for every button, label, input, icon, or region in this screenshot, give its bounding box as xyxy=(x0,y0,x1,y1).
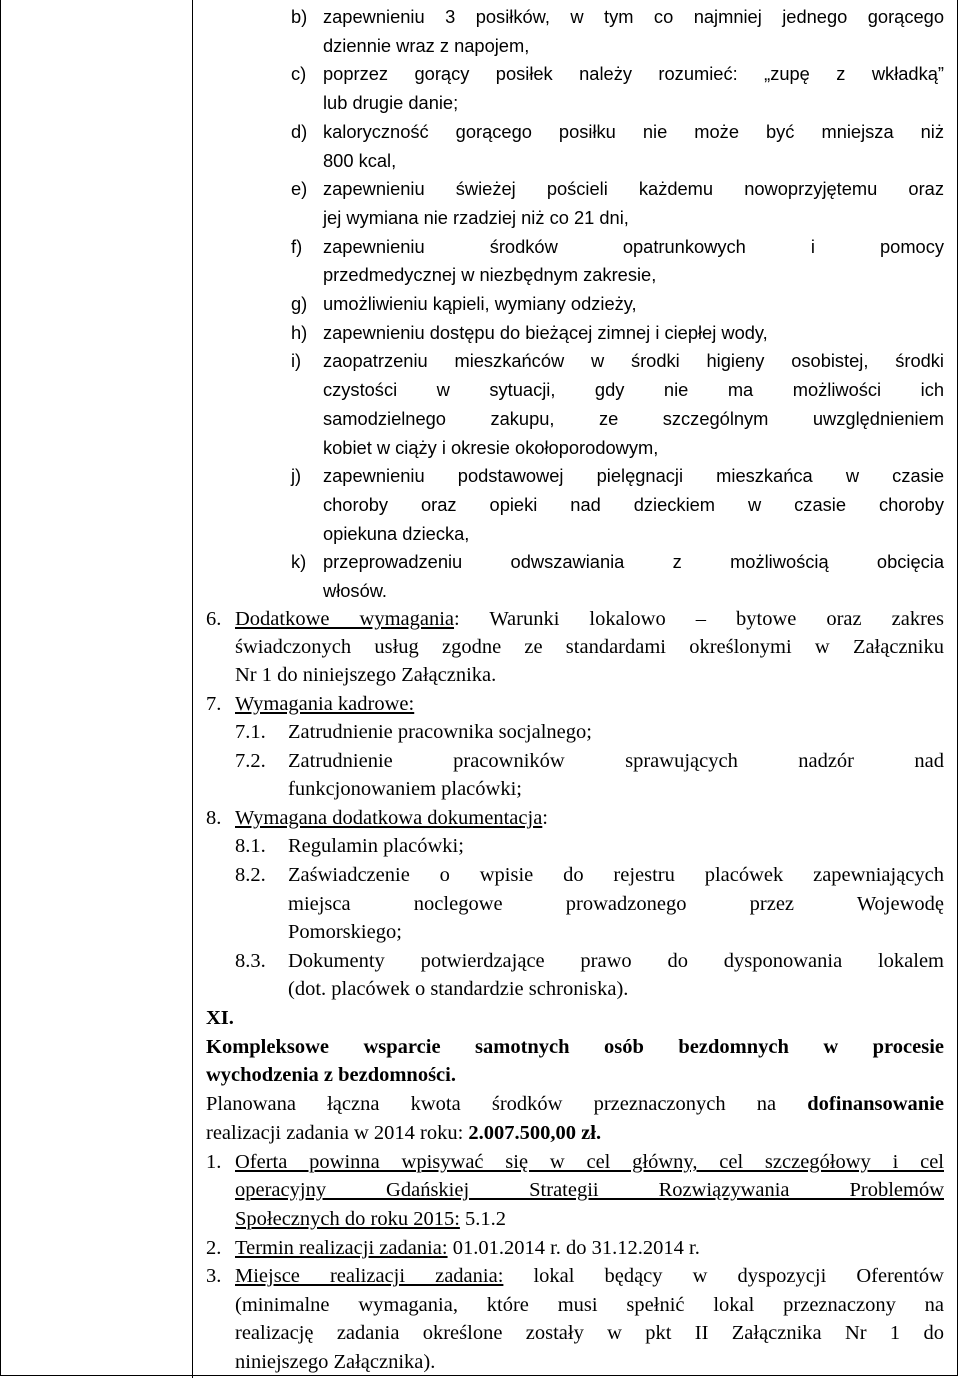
list-item-text: włosów. xyxy=(323,580,388,601)
s6-line1 xyxy=(235,605,944,633)
s7-item1-num: 7.1. xyxy=(235,721,266,743)
section-xi-title-line2: wychodzenia z bezdomności. xyxy=(206,1064,456,1086)
s6-line3: Nr 1 do niniejszego Załącznika. xyxy=(235,664,497,686)
xi-item3-underlined: Miejsce realizacji zadania: xyxy=(235,1265,504,1287)
list-item-text: zaopatrzeniu mieszkańców w środki higieny osobistej, środki xyxy=(323,350,944,372)
s8-item2-line2: miejsca noclegowe prowadzonego przez Wojewodę xyxy=(288,893,944,915)
xi-item3-num: 3. xyxy=(206,1265,222,1287)
xi-item1-line1: Oferta powinna wpisywać się w cel główny, cel szczegółowy i cel xyxy=(235,1151,944,1173)
xi-item2-line xyxy=(235,1234,700,1262)
list-item-text: przeprowadzeniu odwszawiania z możliwością obcięcia xyxy=(323,551,944,573)
xi-item1-num: 1. xyxy=(206,1151,222,1173)
xi-funding-text2: realizacji zadania w 2014 roku: xyxy=(206,1122,469,1144)
xi-item1-underlined: Społecznych do roku 2015: xyxy=(235,1208,460,1230)
xi-item3-line2: (minimalne wymagania, które musi spełnić lokal przeznaczony na xyxy=(235,1294,944,1316)
list-item-label: k) xyxy=(291,551,307,573)
s6-num: 6. xyxy=(206,608,222,630)
list-item-text: kobiet w ciąży i okresie okołoporodowym, xyxy=(323,436,659,458)
list-item-label: i) xyxy=(291,350,302,372)
list-item-text: przedmedycznej w niezbędnym zakresie, xyxy=(323,264,657,286)
xi-item2-num: 2. xyxy=(206,1237,222,1259)
list-item-label: g) xyxy=(291,293,308,314)
list-item-text: 800 kcal, xyxy=(323,149,397,171)
xi-funding-line2 xyxy=(206,1119,601,1147)
list-item-label: e) xyxy=(291,178,308,200)
s7-item2-line1: Zatrudnienie pracowników sprawujących nadzór nad xyxy=(288,750,944,772)
xi-item3-line1 xyxy=(235,1262,944,1290)
list-item-text: zapewnieniu środków opatrunkowych i pomocy xyxy=(323,235,944,257)
list-item-text: czystości w sytuacji, gdy nie ma możliwości ich xyxy=(323,379,944,401)
list-item-text: jej wymiana nie rzadziej niż co 21 dni, xyxy=(323,206,629,228)
list-item-text: samodzielnego zakupu, ze szczególnym uwzględnieniem xyxy=(323,407,944,429)
list-item-text: poprzez gorący posiłek należy rozumieć: „zupę z wkładką” xyxy=(323,63,944,85)
s8-item3-line1: Dokumenty potwierdzające prawo do dysponowania lokalem xyxy=(288,950,944,972)
s7-heading: Wymagania kadrowe: xyxy=(235,693,415,715)
xi-item2-underlined: Termin realizacji zadania: xyxy=(235,1237,448,1259)
list-item-label: d) xyxy=(291,120,308,142)
list-item-label: f) xyxy=(291,235,303,257)
s8-item1-num: 8.1. xyxy=(235,835,266,857)
xi-funding-line1 xyxy=(206,1090,944,1118)
list-item-text: kaloryczność gorącego posiłku nie może być mniejsza niż xyxy=(323,120,944,142)
s6-line1-text: : Warunki lokalowo – bytowe oraz zakres xyxy=(454,608,944,630)
xi-item2-dates: 01.01.2014 r. do 31.12.2014 r. xyxy=(447,1237,700,1259)
s7-item2-num: 7.2. xyxy=(235,750,266,772)
s8-item3-line2: (dot. placówek o standardzie schroniska). xyxy=(288,978,629,1000)
section-xi-title-line1: Kompleksowe wsparcie samotnych osób bezdomnych w procesie xyxy=(206,1036,944,1058)
xi-funding-amount: 2.007.500,00 zł. xyxy=(468,1122,602,1144)
section-xi-number: XI. xyxy=(206,1007,234,1029)
list-item-label: b) xyxy=(291,6,308,27)
xi-item1-line3 xyxy=(235,1205,506,1233)
s8-item2-line3: Pomorskiego; xyxy=(288,921,402,943)
xi-item3-line4: niniejszego Załącznika). xyxy=(235,1351,436,1373)
list-item-text: zapewnieniu świeżej pościeli każdemu nowoprzyjętemu oraz xyxy=(323,178,944,200)
list-item-text: lub drugie danie; xyxy=(323,92,459,114)
list-item-text: opiekuna dziecka, xyxy=(323,522,470,544)
xi-item1-code: 5.1.2 xyxy=(459,1208,507,1230)
xi-funding-text: Planowana łączna kwota środków przeznaczonych na xyxy=(206,1093,808,1115)
list-item-text: choroby oraz opieki nad dzieckiem w czasie choroby xyxy=(323,493,944,515)
s7-item2-line2: funkcjonowaniem placówki; xyxy=(288,778,522,800)
list-item-label: c) xyxy=(291,63,307,85)
s8-item1: Regulamin placówki; xyxy=(288,835,464,857)
s6-heading: Dodatkowe wymagania xyxy=(235,608,455,630)
xi-item3-line3: realizację zadania określone zostały w pkt II Załącznika Nr 1 do xyxy=(235,1322,944,1344)
s8-item2-num: 8.2. xyxy=(235,864,266,886)
list-item-text: zapewnieniu 3 posiłków, w tym co najmniej jednego gorącego xyxy=(323,6,944,27)
list-item-text: zapewnieniu podstawowej pielęgnacji mieszkańca w czasie xyxy=(323,465,944,487)
list-item-text: zapewnieniu dostępu do bieżącej zimnej i ciepłej wody, xyxy=(323,321,768,343)
s6-line2: świadczonych usług zgodne ze standardami określonymi w Załączniku xyxy=(235,636,944,658)
s8-num: 8. xyxy=(206,807,222,829)
s7-num: 7. xyxy=(206,693,222,715)
list-item-label: h) xyxy=(291,321,308,343)
list-item-label: j) xyxy=(291,465,302,487)
xi-funding-bold: dofinansowanie xyxy=(807,1093,944,1115)
list-item-text: dziennie wraz z napojem, xyxy=(323,34,530,56)
s8-heading: Wymagana dodatkowa dokumentacja xyxy=(235,807,543,829)
list-item-text: umożliwieniu kąpieli, wymiany odzieży, xyxy=(323,293,637,314)
xi-item3-text: lokal będący w dyspozycji Oferentów xyxy=(503,1265,944,1287)
xi-item1-line2: operacyjny Gdańskiej Strategii Rozwiązywania Problemów xyxy=(235,1179,944,1201)
s7-item1: Zatrudnienie pracownika socjalnego; xyxy=(288,721,592,743)
s8-colon: : xyxy=(542,807,548,829)
left-column xyxy=(0,0,193,1378)
s8-item3-num: 8.3. xyxy=(235,950,266,972)
s8-item2-line1: Zaświadczenie o wpisie do rejestru placówek zapewniających xyxy=(288,864,944,886)
s8-line xyxy=(235,804,548,832)
